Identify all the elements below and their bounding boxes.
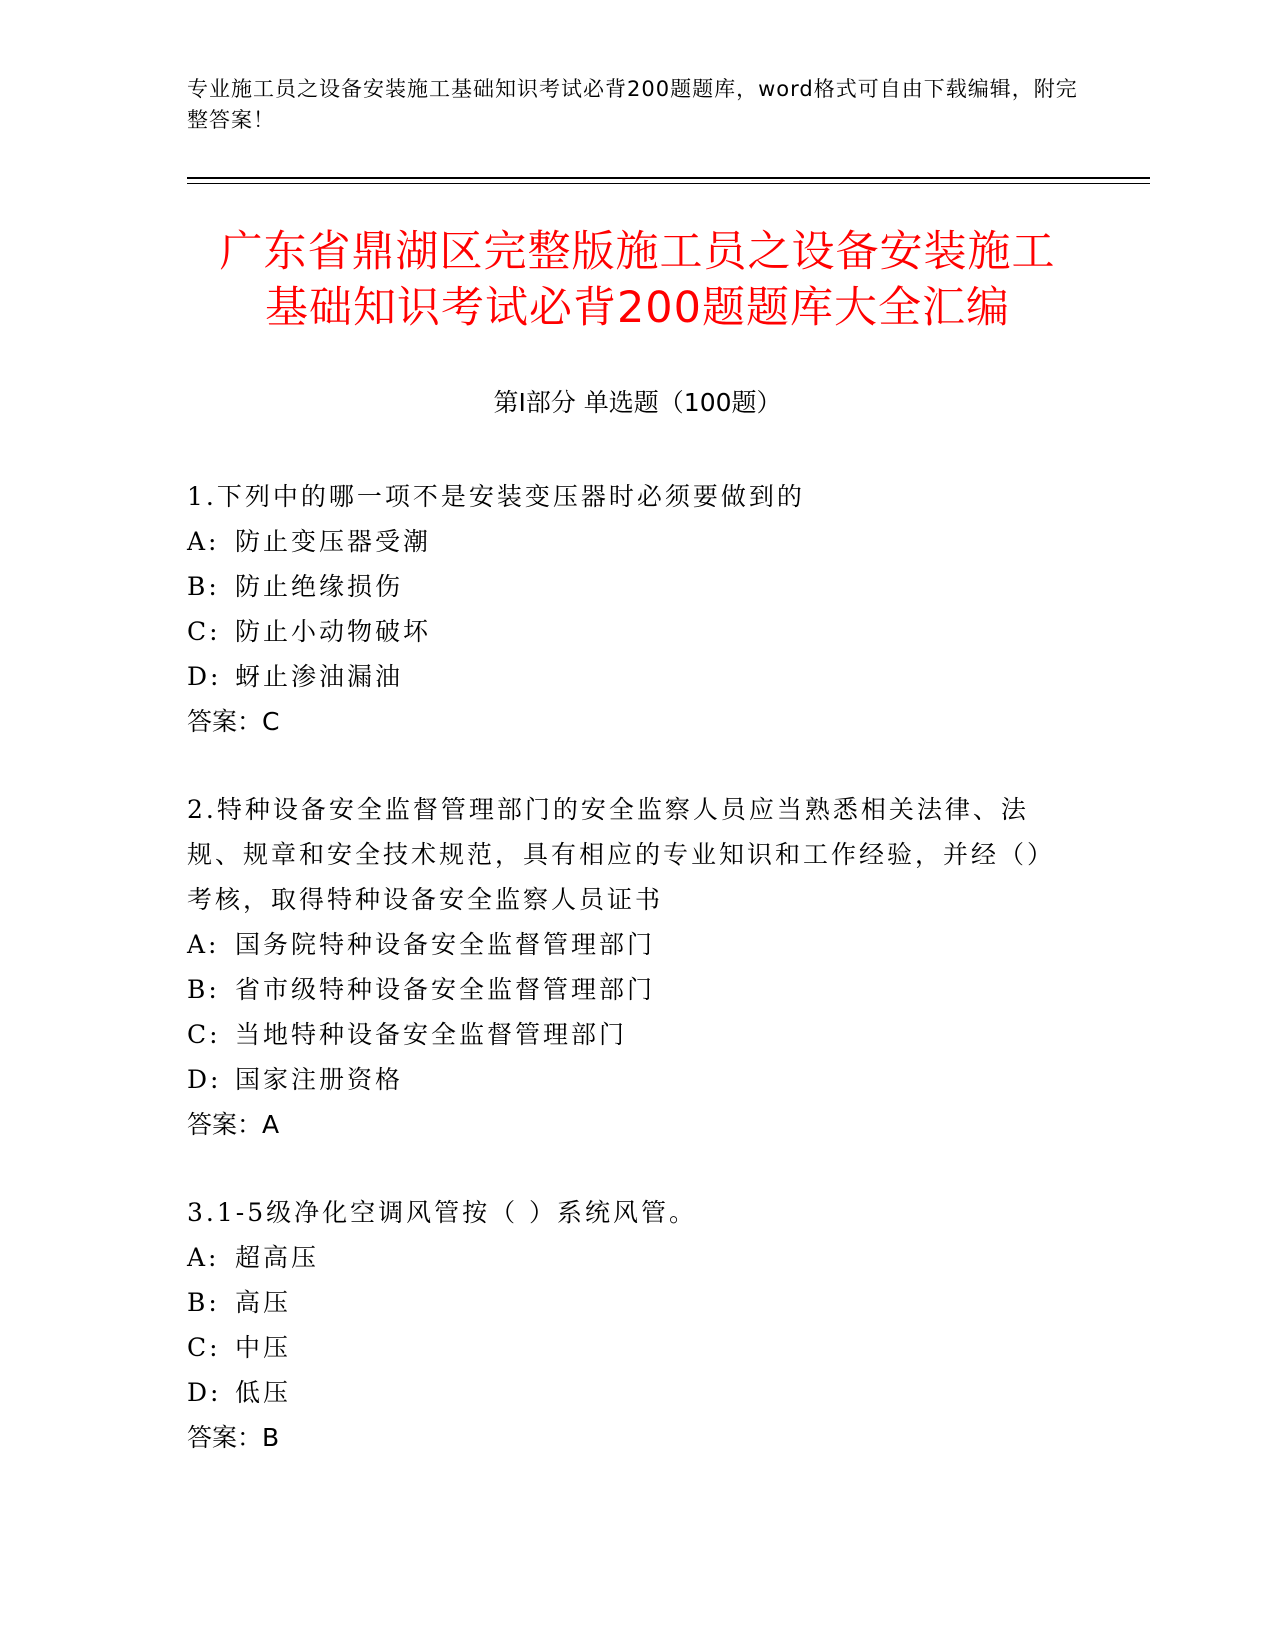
question-stem: 3.1-5级净化空调风管按（ ）系统风管。: [187, 1198, 698, 1227]
option-b: [187, 1280, 1067, 1325]
question-3: [187, 1190, 1067, 1460]
answer: 答案：C: [187, 707, 280, 736]
option-d: [187, 1057, 1067, 1102]
document-title-line-2: 基础知识考试必背200题题库大全汇编: [264, 283, 1011, 333]
document-title-line-1: 广东省鼎湖区完整版施工员之设备安装施工: [219, 227, 1056, 277]
option-text: 防止变压器受潮: [235, 527, 432, 556]
option-b: [187, 564, 1067, 609]
question-stem: 1.下列中的哪一项不是安装变压器时必须要做到的: [187, 482, 805, 511]
question-list: [187, 474, 1067, 1503]
option-c: [187, 609, 1067, 654]
option-key: D:: [187, 1065, 222, 1094]
option-key: D:: [187, 1378, 222, 1407]
option-key: B:: [187, 1288, 220, 1317]
option-text: 低压: [235, 1378, 292, 1407]
option-a: [187, 922, 1067, 967]
option-b: [187, 967, 1067, 1012]
option-key: A:: [187, 1243, 220, 1272]
option-text: 国务院特种设备安全监督管理部门: [235, 930, 656, 959]
option-text: 超高压: [235, 1243, 320, 1272]
section-heading: 第I部分 单选题（100题）: [493, 388, 782, 417]
option-key: C:: [187, 1333, 221, 1362]
option-key: D:: [187, 662, 222, 691]
option-text: 蚜止渗油漏油: [235, 662, 404, 691]
option-key: A:: [187, 527, 220, 556]
question-stem: 2.特种设备安全监督管理部门的安全监察人员应当熟悉相关法律、法规、规章和安全技术规范，具有相应的专业知识和工作经验，并经（）考核，取得特种设备安全监察人员证书: [187, 795, 1056, 914]
option-c: [187, 1012, 1067, 1057]
option-a: [187, 1235, 1067, 1280]
option-key: C:: [187, 1020, 221, 1049]
option-text: 防止绝缘损伤: [235, 572, 404, 601]
question-2: [187, 787, 1067, 1147]
answer: 答案：B: [187, 1423, 280, 1452]
question-1: [187, 474, 1067, 744]
option-text: 中压: [235, 1333, 292, 1362]
header-divider-thin: [187, 183, 1150, 184]
option-key: A:: [187, 930, 220, 959]
option-key: B:: [187, 572, 220, 601]
header-divider-thick: [187, 177, 1150, 179]
option-a: [187, 519, 1067, 564]
option-c: [187, 1325, 1067, 1370]
option-d: [187, 1370, 1067, 1415]
answer: 答案：A: [187, 1110, 280, 1139]
document-title: [150, 224, 1125, 336]
header-note: 专业施工员之设备安装施工基础知识考试必背200题题库，word格式可自由下载编辑，附完整答案！: [187, 77, 1078, 132]
option-text: 国家注册资格: [235, 1065, 404, 1094]
option-text: 高压: [235, 1288, 292, 1317]
option-key: C:: [187, 617, 221, 646]
option-text: 防止小动物破坏: [235, 617, 432, 646]
option-text: 当地特种设备安全监督管理部门: [235, 1020, 628, 1049]
option-key: B:: [187, 975, 220, 1004]
option-text: 省市级特种设备安全监督管理部门: [235, 975, 656, 1004]
option-d: [187, 654, 1067, 699]
